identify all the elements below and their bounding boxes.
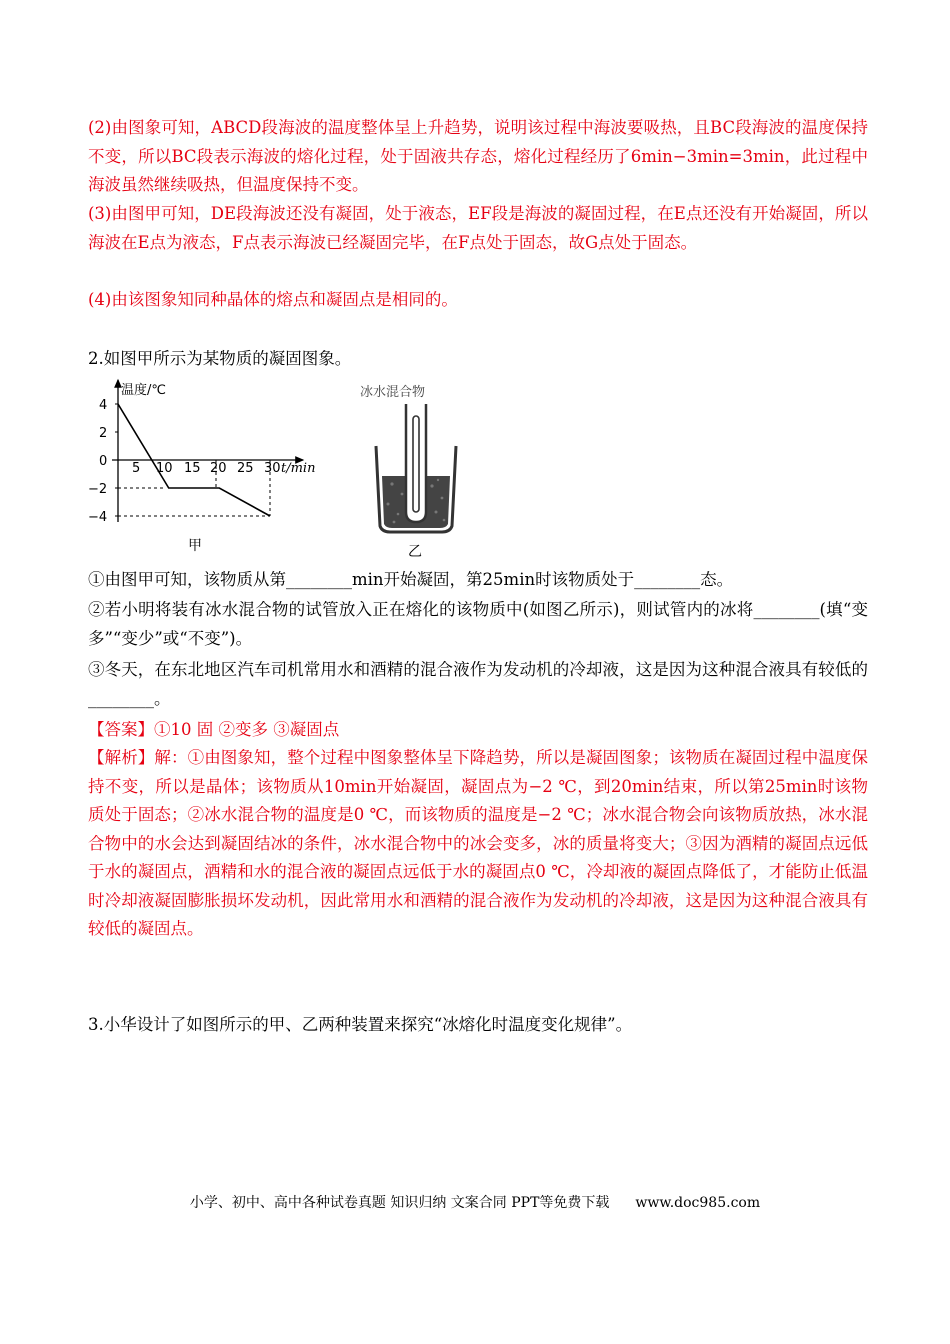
footer-text: 小学、初中、高中各种试卷真题 知识归纳 文案合同 PPT等免费下载	[189, 1195, 610, 1211]
x-tick-5: 5	[132, 461, 141, 476]
question-3-stem: 3.小华设计了如图所示的甲、乙两种装置来探究“冰熔化时温度变化规律”。	[88, 1015, 633, 1034]
x-tick-25: 25	[237, 461, 254, 476]
question-2-stem: 2.如图甲所示为某物质的凝固图象。	[88, 349, 352, 368]
figure-yi-apparatus	[358, 376, 468, 562]
question-2-sub-3: ③冬天，在东北地区汽车司机常用水和酒精的混合液作为发动机的冷却液，这是因为这种混合液具有较低的________。	[88, 660, 868, 708]
answer-line	[88, 716, 868, 745]
analysis-tag: 【解析】	[88, 748, 155, 767]
x-tick-30: 30	[264, 461, 281, 476]
analysis-block	[88, 744, 868, 944]
page-footer	[0, 1192, 950, 1212]
y-tick-neg2: −2	[88, 482, 108, 497]
figure-yi-caption: 乙	[408, 544, 422, 560]
question-2-sub-1: ①由图甲可知，该物质从第________min开始凝固，第25min时该物质处于________态。	[88, 570, 734, 589]
explanation-part-2: (2)由图象可知，ABCD段海波的温度整体呈上升趋势，说明该过程中海波要吸热，且BC段海波的温度保持不变，所以BC段表示海波的熔化过程，处于固液共存态，熔化过程经历了6min−3min=3min，此过程中海波虽然继续吸热，但温度保持不变。	[88, 118, 868, 194]
figure-jia-chart	[88, 372, 328, 562]
y-tick-2: 2	[99, 426, 108, 441]
question-2-sub-2: ②若小明将装有冰水混合物的试管放入正在熔化的该物质中(如图乙所示)，则试管内的冰将________(填“变多”“变少”或“不变”)。	[88, 600, 868, 648]
ice-water-mixture-label: 冰水混合物	[360, 385, 426, 400]
explanation-part-3: (3)由图甲可知，DE段海波还没有凝固，处于液态，EF段是海波的凝固过程，在E点还没有开始凝固，所以海波在E点为液态，F点表示海波已经凝固完毕，在F点处于固态，故G点处于固态。	[88, 204, 868, 252]
analysis-text: 解：①由图象知，整个过程中图象整体呈下降趋势，所以是凝固图象；该物质在凝固过程中温度保持不变，所以是晶体；该物质从10min开始凝固，凝固点为−2 ℃，到20min结束，所以第25min时该物质处于固态；②冰水混合物的温度是0 ℃，而该物质的温度是−2 ℃；冰水混合物会向该物质放热，冰水混合物中的水会达到凝固结冰的条件，冰水混合物中的冰会变多，冰的质量将变大；③因为酒精的凝固点远低于水的凝固点，酒精和水的混合液的凝固点远低于水的凝固点0 ℃，冷却液的凝固点降低了，才能防止低温时冷却液凝固膨胀损坏发动机，因此常用水和酒精的混合液作为发动机的冷却液，这是因为这种混合液具有较低的凝固点。	[88, 748, 869, 938]
x-axis-label: t/min	[281, 461, 316, 476]
x-tick-10: 10	[156, 461, 173, 476]
explanation-part-4: (4)由该图象知同种晶体的熔点和凝固点是相同的。	[88, 290, 458, 309]
answer-text: ①10 固 ②变多 ③凝固点	[154, 720, 340, 739]
figure-jia-caption: 甲	[188, 538, 202, 554]
answer-tag: 【答案】	[88, 720, 154, 739]
footer-url[interactable]: www.doc985.com	[635, 1195, 761, 1211]
x-tick-20: 20	[210, 461, 227, 476]
y-tick-neg4: −4	[88, 510, 108, 525]
x-tick-15: 15	[184, 461, 201, 476]
y-tick-0: 0	[99, 454, 108, 469]
y-axis-label: 温度/℃	[121, 383, 166, 398]
y-tick-4: 4	[99, 398, 108, 413]
